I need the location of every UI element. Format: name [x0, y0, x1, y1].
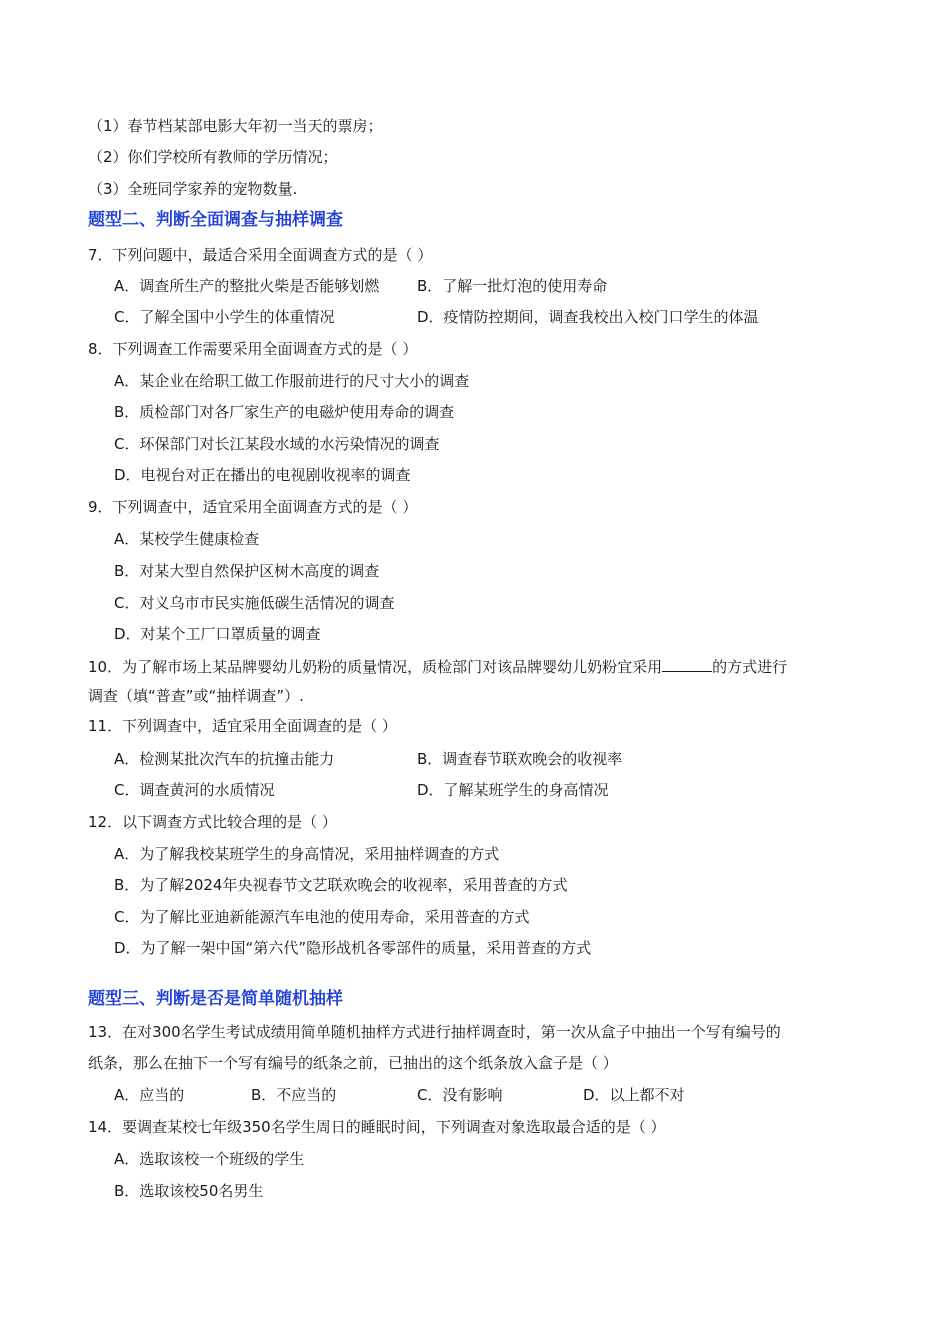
question-stem: 14．要调查某校七年级350名学生周日的睡眠时间，下列调查对象选取最合适的是（ ）: [88, 1118, 666, 1136]
stem-text: 10．为了解市场上某品牌婴幼儿奶粉的质量情况，质检部门对该品牌婴幼儿奶粉宜采用: [88, 658, 663, 676]
option: A．检测某批次汽车的抗撞击能力: [114, 750, 335, 768]
question-stem: [88, 655, 787, 675]
option: C．环保部门对长江某段水域的水污染情况的调查: [114, 435, 440, 453]
option: B．不应当的: [251, 1086, 337, 1104]
option: B．调查春节联欢晚会的收视率: [417, 750, 623, 768]
option: D．对某个工厂口罩质量的调查: [114, 625, 321, 643]
section-heading: 题型三、判断是否是简单随机抽样: [88, 989, 343, 1009]
intro-item: （3）全班同学家养的宠物数量.: [88, 180, 298, 198]
option: C．调查黄河的水质情况: [114, 781, 275, 799]
option: A．选取该校一个班级的学生: [114, 1150, 305, 1168]
question-stem: 13．在对300名学生考试成绩用简单随机抽样方式进行抽样调查时，第一次从盒子中抽出一个写有编号的: [88, 1023, 781, 1041]
option: C．了解全国中小学生的体重情况: [114, 308, 335, 326]
option: B．质检部门对各厂家生产的电磁炉使用寿命的调查: [114, 403, 455, 421]
intro-item: （2）你们学校所有教师的学历情况；: [88, 148, 338, 166]
question-stem: 11．下列调查中，适宜采用全面调查的是（ ）: [88, 717, 397, 735]
option: A．某校学生健康检查: [114, 530, 260, 548]
question-stem: 8．下列调查工作需要采用全面调查方式的是（ ）: [88, 340, 418, 358]
option: B．对某大型自然保护区树木高度的调查: [114, 562, 380, 580]
answer-blank[interactable]: [662, 655, 712, 672]
option: D．以上都不对: [583, 1086, 685, 1104]
intro-item: （1）春节档某部电影大年初一当天的票房；: [88, 117, 383, 135]
option: C．对义乌市市民实施低碳生活情况的调查: [114, 594, 395, 612]
option: B．为了解2024年央视春节文艺联欢晚会的收视率，采用普查的方式: [114, 876, 568, 894]
option: B．选取该校50名男生: [114, 1182, 264, 1200]
option: D．了解某班学生的身高情况: [417, 781, 609, 799]
question-stem-line: 调查（填“普查”或“抽样调查”）.: [88, 687, 304, 705]
question-stem: 7．下列问题中，最适合采用全面调查方式的是（ ）: [88, 246, 433, 264]
question-stem-line: 纸条，那么在抽下一个写有编号的纸条之前，已抽出的这个纸条放入盒子是（ ）: [88, 1054, 618, 1072]
option: C．为了解比亚迪新能源汽车电池的使用寿命，采用普查的方式: [114, 908, 530, 926]
section-heading: 题型二、判断全面调查与抽样调查: [88, 210, 343, 230]
option: B．了解一批灯泡的使用寿命: [417, 277, 608, 295]
option: A．应当的: [114, 1086, 185, 1104]
option: C．没有影响: [417, 1086, 503, 1104]
option: D．疫情防控期间，调查我校出入校门口学生的体温: [417, 308, 759, 326]
option: A．某企业在给职工做工作服前进行的尺寸大小的调查: [114, 372, 470, 390]
option: A．调查所生产的整批火柴是否能够划燃: [114, 277, 380, 295]
option: D．为了解一架中国“第六代”隐形战机各零部件的质量，采用普查的方式: [114, 939, 592, 957]
question-stem: 12．以下调查方式比较合理的是（ ）: [88, 813, 337, 831]
option: A．为了解我校某班学生的身高情况，采用抽样调查的方式: [114, 845, 500, 863]
option: D．电视台对正在播出的电视剧收视率的调查: [114, 466, 411, 484]
stem-text: 的方式进行: [712, 658, 788, 676]
question-stem: 9．下列调查中，适宜采用全面调查方式的是（ ）: [88, 498, 418, 516]
